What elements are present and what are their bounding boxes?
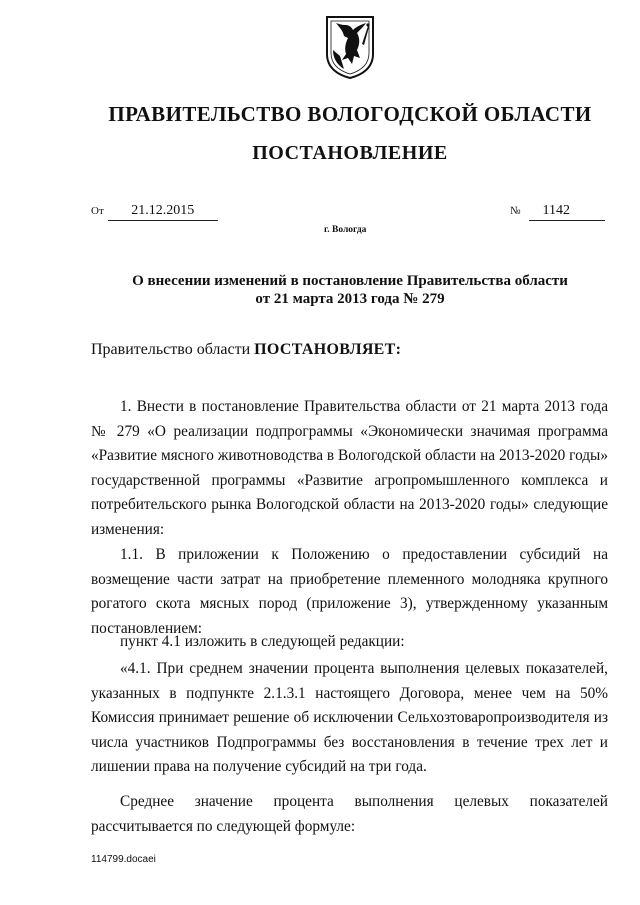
number-label: № xyxy=(510,205,521,217)
preamble-text: Правительство области xyxy=(91,341,255,358)
document-type: ПОСТАНОВЛЕНИЕ xyxy=(252,142,448,164)
paragraph-4-1: «4.1. При среднем значении процента выполнения целевых показателей, указанных в подпункте 2.1.3.1 настоящего Договора, менее чем на 50% Комиссия принимает решение об исключении Сельхозтоваропроизводителя из числа участников Подпрограммы без восстановления в течение трех лет и лишении права на получение субсидий на три года. xyxy=(91,660,608,776)
preamble-decree-word: ПОСТАНОВЛЯЕТ: xyxy=(254,341,402,358)
number-field xyxy=(510,203,605,221)
date-value: 21.12.2015 xyxy=(108,203,218,221)
number-value: 1142 xyxy=(529,203,605,221)
paragraph-1: 1. Внести в постановление Правительства области от 21 марта 2013 года № 279 «О реализации подпрограммы «Экономически значимая программа «Развитие мясного животноводства в Вологодской области на 2013-2020 годы» государственной программы «Развитие агропромышленного комплекса и потребительского рынка Вологодской области на 2013-2020 годы» следующие изменения: xyxy=(91,398,608,538)
file-code: 114799.docaei xyxy=(91,854,156,865)
paragraph-formula-intro: Среднее значение процента выполнения целевых показателей рассчитывается по следующей формуле: xyxy=(91,793,608,835)
paragraph-clause-intro: пункт 4.1 изложить в следующей редакции: xyxy=(120,633,405,650)
preamble xyxy=(91,341,401,359)
subject-line-1: О внесении изменений в постановление Правительства области xyxy=(132,273,568,289)
date-label: От xyxy=(91,205,104,217)
document-subject xyxy=(100,272,600,308)
subject-line-2: от 21 марта 2013 года № 279 xyxy=(255,291,445,307)
date-field xyxy=(91,203,218,221)
city-label: г. Вологда xyxy=(324,225,367,235)
paragraph-1-1: 1.1. В приложении к Положению о предоставлении субсидий на возмещение части затрат на приобретение племенного молодняка крупного рогатого скота мясных пород (приложение 3), утвержденному указанным постановлением: xyxy=(91,546,608,637)
coat-of-arms-icon xyxy=(324,14,376,80)
government-title: ПРАВИТЕЛЬСТВО ВОЛОГОДСКОЙ ОБЛАСТИ xyxy=(108,102,592,126)
